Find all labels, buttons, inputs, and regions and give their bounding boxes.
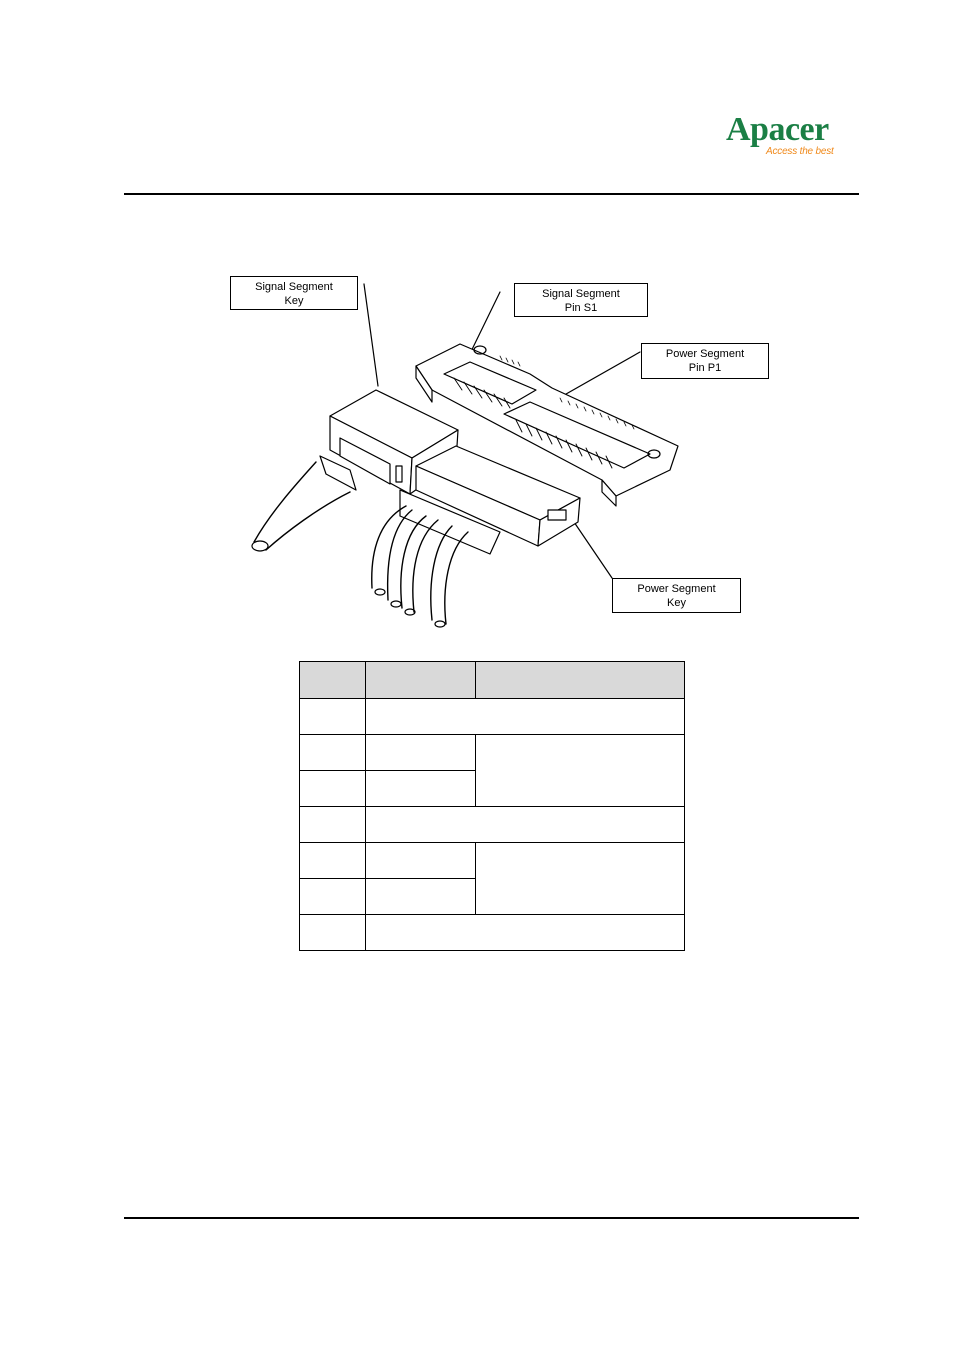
table-cell [300,843,366,879]
callout-signal-segment-key [230,276,358,310]
table-row [300,735,685,771]
table-cell [300,879,366,915]
pin-table [299,661,685,951]
table-cell [300,735,366,771]
callout-line: Pin P1 [688,362,722,374]
table-cell [366,735,476,771]
callout-line: Power Segment [665,348,745,360]
table-cell [366,915,685,951]
table-cell [366,699,685,735]
table-header-cell [300,662,366,699]
table-cell [366,843,476,879]
table-cell [366,771,476,807]
table-cell [300,915,366,951]
table-cell [300,771,366,807]
footer-divider [124,1217,859,1219]
table-cell [476,735,685,807]
table-header-cell [366,662,476,699]
callout-line: Signal Segment [255,281,333,293]
table-row [300,915,685,951]
callout-line: Key [667,597,686,609]
callout-line: Signal Segment [542,288,620,300]
callout-power-segment-pin [641,343,769,379]
table-header-cell [476,662,685,699]
table-cell [300,807,366,843]
table-header-row [300,662,685,699]
table-row [300,699,685,735]
table-cell [366,807,685,843]
callout-power-segment-key [612,578,741,613]
table-cell [476,843,685,915]
logo-tagline: Access the best [766,146,834,157]
callout-line: Key [284,295,304,307]
table-row [300,843,685,879]
table-cell [300,699,366,735]
callout-line: Pin S1 [564,302,598,314]
callout-signal-segment-pin [514,283,648,317]
callout-line: Power Segment [637,583,716,595]
table-row [300,807,685,843]
header-divider [124,193,859,195]
logo-wordmark: Apacer [726,111,829,148]
sata-connector-figure [200,270,800,640]
table-cell [366,879,476,915]
apacer-logo [724,110,854,162]
